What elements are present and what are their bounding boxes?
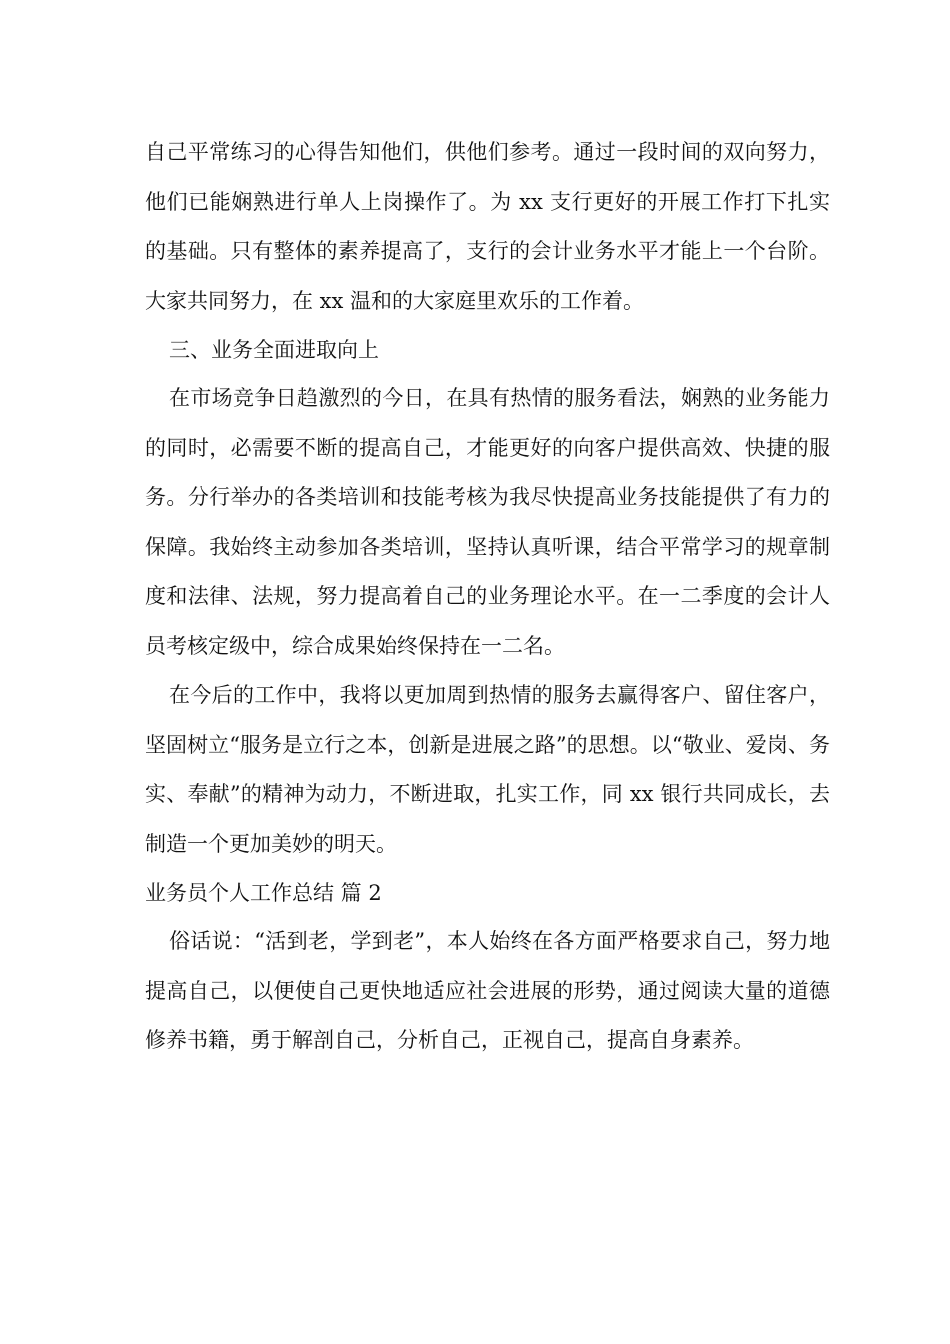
paragraph-body-continued: 自己平常练习的心得告知他们，供他们参考。通过一段时间的双向努力，他们已能娴熟进行单人上岗操作了。为 xx 支行更好的开展工作打下扎实的基础。只有整体的素养提高了，支行的会计业务水平才能上一个台阶。大家共同努力，在 xx 温和的大家庭里欢乐的工作着。 bbox=[145, 140, 830, 313]
section-heading: 三、业务全面进取向上 bbox=[169, 338, 379, 362]
paragraph-body: 在市场竞争日趋激烈的今日，在具有热情的服务看法，娴熟的业务能力的同时，必需要不断的提高自己，才能更好的向客户提供高效、快捷的服务。分行举办的各类培训和技能考核为我尽快提高业务技能提供了有力的保障。我始终主动参加各类培训，坚持认真听课，结合平常学习的规章制度和法律、法规，努力提高着自己的业务理论水平。在一二季度的会计人员考核定级中，综合成果始终保持在一二名。 bbox=[145, 386, 830, 658]
paragraph-body: 在今后的工作中，我将以更加周到热情的服务去赢得客户、留住客户，坚固树立“服务是立行之本，创新是进展之路”的思想。以“敬业、爱岗、务实、奉献”的精神为动力，不断进取，扎实工作，同 xx 银行共同成长，去制造一个更加美妙的明天。 bbox=[145, 683, 830, 856]
paragraph-body: 俗话说：“活到老，学到老”，本人始终在各方面严格要求自己，努力地提高自己，以便使自己更快地适应社会进展的形势，通过阅读大量的道德修养书籍，勇于解剖自己，分析自己，正视自己，提高自身素养。 bbox=[145, 929, 830, 1052]
article-title: 业务员个人工作总结 篇 2 bbox=[145, 881, 382, 905]
document-page bbox=[145, 128, 830, 1066]
